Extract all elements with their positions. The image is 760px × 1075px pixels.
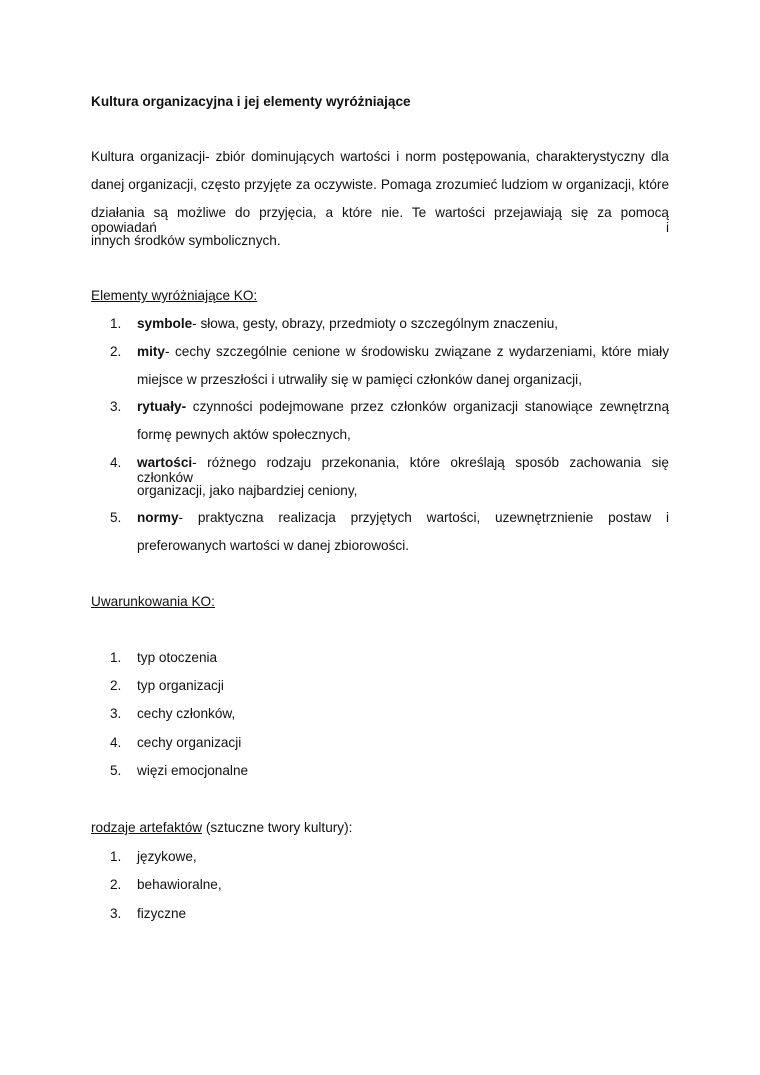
list-number: 5. bbox=[110, 510, 122, 525]
artifacts-heading-rest: (sztuczne twory kultury): bbox=[202, 820, 353, 835]
list-item bbox=[110, 763, 249, 778]
intro-line: innych środków symbolicznych. bbox=[91, 233, 281, 248]
intro-line: działania są możliwe do przyjęcia, a które nie. Te wartości przejawiają się za pomocą opowiadań i bbox=[91, 205, 669, 235]
element-desc: - różnego rodzaju przekonania, które określają sposób zachowania się członków bbox=[137, 455, 669, 485]
list-item bbox=[110, 735, 242, 750]
list-text: behawioralne, bbox=[137, 877, 222, 892]
element-term: rytuały- bbox=[137, 399, 187, 414]
element-desc: czynności podejmowane przez członków organizacji stanowiące zewnętrzną bbox=[186, 399, 669, 414]
list-number: 3. bbox=[110, 399, 122, 414]
list-number: 2. bbox=[110, 877, 122, 892]
element-desc-cont: miejsce w przeszłości i utrwaliły się w pamięci członków danej organizacji, bbox=[137, 372, 582, 387]
list-number: 4. bbox=[110, 455, 122, 470]
element-term: normy bbox=[137, 510, 179, 525]
element-desc: - cechy szczególnie cenione w środowisku związane z wydarzeniami, które miały bbox=[164, 344, 669, 359]
element-desc: - słowa, gesty, obrazy, przedmioty o szczególnym znaczeniu, bbox=[192, 316, 559, 331]
list-item bbox=[110, 678, 224, 693]
elements-heading: Elementy wyróżniające KO: bbox=[91, 288, 258, 303]
list-number: 2. bbox=[110, 678, 122, 693]
element-term: symbole bbox=[137, 316, 193, 331]
list-item bbox=[110, 455, 710, 505]
list-number: 3. bbox=[110, 906, 122, 921]
list-text: więzi emocjonalne bbox=[137, 763, 249, 778]
list-item bbox=[110, 849, 197, 864]
element-term: mity bbox=[137, 344, 165, 359]
list-number: 2. bbox=[110, 344, 122, 359]
list-text: typ otoczenia bbox=[137, 650, 218, 665]
artifacts-heading-underlined: rodzaje artefaktów bbox=[91, 820, 203, 835]
list-item bbox=[110, 399, 710, 449]
intro-line: danej organizacji, często przyjęte za oczywiste. Pomaga zrozumieć ludziom w organizacji, które bbox=[91, 177, 669, 192]
list-text: językowe, bbox=[137, 849, 197, 864]
intro-line: Kultura organizacji- zbiór dominujących wartości i norm postępowania, charakterystyczny dla bbox=[91, 149, 669, 164]
document-title: Kultura organizacyjna i jej elementy wyróżniające bbox=[91, 94, 411, 109]
element-desc-cont: formę pewnych aktów społecznych, bbox=[137, 427, 351, 442]
list-item bbox=[110, 906, 187, 921]
list-number: 4. bbox=[110, 735, 122, 750]
list-text: fizyczne bbox=[137, 906, 187, 921]
list-item bbox=[110, 706, 236, 721]
list-item bbox=[110, 344, 710, 394]
list-item bbox=[110, 316, 710, 338]
artifacts-heading bbox=[91, 820, 352, 835]
list-text: typ organizacji bbox=[137, 678, 224, 693]
list-number: 1. bbox=[110, 316, 122, 331]
list-item bbox=[110, 510, 710, 560]
list-number: 1. bbox=[110, 849, 122, 864]
conditions-heading: Uwarunkowania KO: bbox=[91, 594, 215, 609]
element-desc-cont: preferowanych wartości w danej zbiorowości. bbox=[137, 538, 409, 553]
list-number: 1. bbox=[110, 650, 122, 665]
list-text: cechy organizacji bbox=[137, 735, 242, 750]
list-number: 5. bbox=[110, 763, 122, 778]
element-term: wartości bbox=[137, 455, 193, 470]
list-number: 3. bbox=[110, 706, 122, 721]
list-item bbox=[110, 877, 222, 892]
element-desc: - praktyczna realizacja przyjętych wartości, uzewnętrznienie postaw i bbox=[178, 510, 669, 525]
list-text: cechy członków, bbox=[137, 706, 236, 721]
element-desc-cont: organizacji, jako najbardziej ceniony, bbox=[137, 483, 358, 498]
list-item bbox=[110, 650, 218, 665]
